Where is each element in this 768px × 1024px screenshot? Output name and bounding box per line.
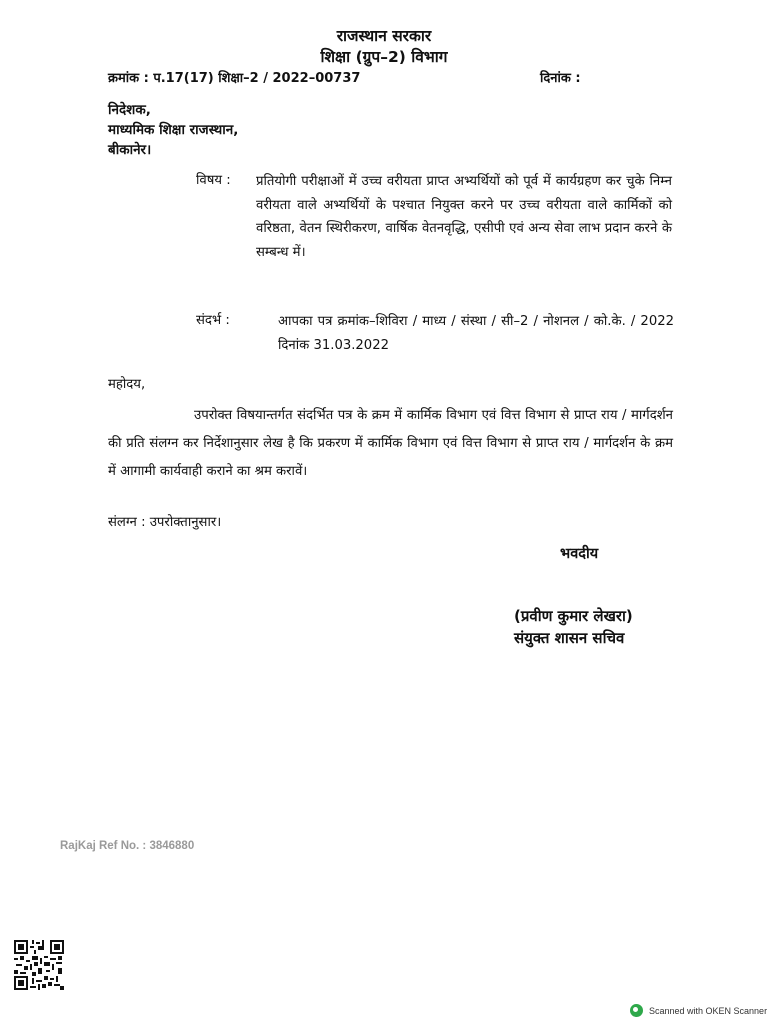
closing-phrase: भवदीय	[560, 546, 599, 562]
rajkaj-reference-number: RajKaj Ref No. : 3846880	[60, 840, 195, 852]
reference-label: संदर्भ :	[196, 313, 230, 328]
letter-reference-number: क्रमांक : प.17(17) शिक्षा–2 / 2022–00737	[108, 71, 361, 86]
oken-scanner-logo-icon	[630, 1004, 643, 1017]
salutation: महोदय,	[108, 377, 146, 392]
addressee-city: बीकानेर।	[108, 142, 152, 158]
enclosure-line: संलग्न : उपरोक्तानुसार।	[108, 515, 222, 530]
signatory-designation: संयुक्त शासन सचिव	[514, 629, 625, 647]
scanner-watermark	[630, 1004, 767, 1017]
government-name-heading: राजस्थान सरकार	[336, 27, 432, 45]
department-name-heading: शिक्षा (ग्रुप–2) विभाग	[320, 48, 448, 66]
subject-label: विषय :	[196, 173, 231, 188]
qr-code-icon	[14, 940, 64, 990]
letter-body: उपरोक्त विषयान्तर्गत संदर्भित पत्र के क्रम में कार्मिक विभाग एवं वित्त विभाग से प्राप्त राय / मार्गदर्शन की प्रति संलग्न कर निर्देशानुसार लेख है कि प्रकरण में कार्मिक विभाग एवं वित्त विभाग से प्राप्त राय / मार्गदर्शन के क्रम में आगामी कार्यवाही कराने का श्रम करावें।	[108, 408, 673, 479]
addressee-office: माध्यमिक शिक्षा राजस्थान,	[108, 122, 239, 138]
addressee-title: निदेशक,	[108, 102, 151, 118]
signatory-name: (प्रवीण कुमार लेखरा)	[514, 607, 633, 625]
scanner-watermark-text: Scanned with OKEN Scanner	[649, 1005, 768, 1016]
subject-text: प्रतियोगी परीक्षाओं में उच्च वरीयता प्राप्त अभ्यर्थियों को पूर्व में कार्यग्रहण कर चुके निम्न वरीयता वाले अभ्यर्थियों के पश्चात नियुक्त करने पर उच्च वरीयता वाले कार्मिकों को वरिष्ठता, वेतन स्थिरीकरण, वार्षिक वेतनवृद्धि, एसीपी एवं अन्य सेवा लाभ प्रदान करने के सम्बन्ध में।	[256, 174, 672, 260]
date-label: दिनांक :	[540, 71, 581, 86]
reference-text: आपका पत्र क्रमांक–शिविरा / माध्य / संस्था / सी–2 / नोशनल / को.के. / 2022 दिनांक 31.03.2022	[278, 314, 674, 353]
